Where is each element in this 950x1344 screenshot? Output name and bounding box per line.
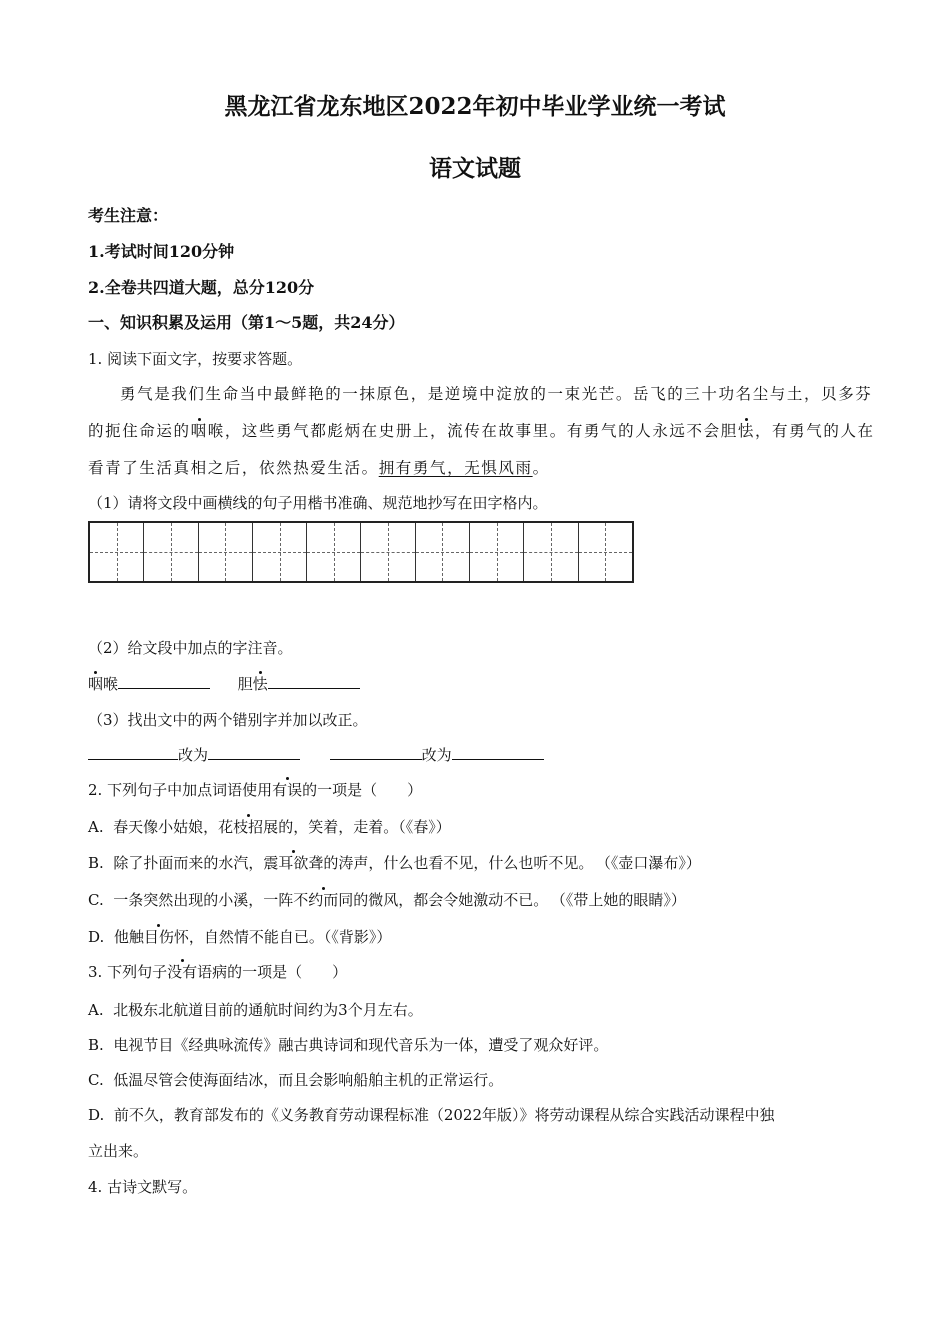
option-text: 春天像小姑娘， bbox=[113, 818, 219, 836]
question-1-sub-2: （2）给文段中加点的字注音。 bbox=[88, 639, 293, 657]
answer-blank[interactable] bbox=[88, 745, 178, 760]
option-3b[interactable] bbox=[88, 1035, 608, 1055]
answer-blank[interactable] bbox=[452, 745, 544, 760]
dotted-char: 咽 bbox=[190, 422, 208, 440]
option-label: A. bbox=[88, 1001, 104, 1019]
option-text: 他 bbox=[113, 928, 129, 946]
option-3d-continued: 立出来。 bbox=[88, 1142, 149, 1160]
option-label: A. bbox=[88, 818, 104, 836]
grid-cell[interactable] bbox=[579, 523, 632, 581]
passage-line-2 bbox=[88, 421, 875, 441]
passage-text: 的扼住命运的 bbox=[88, 422, 191, 440]
exam-subtitle: 语文试题 bbox=[429, 155, 521, 182]
passage-text: 喉，这些勇气都彪炳在史册上，流传在故事里。有勇气的人永远不会胆 bbox=[207, 422, 738, 440]
option-source: （《带上她的眼睛》） bbox=[558, 891, 686, 909]
option-2c[interactable] bbox=[88, 890, 686, 910]
option-2d[interactable] bbox=[88, 927, 391, 947]
option-source: （《春》） bbox=[398, 818, 451, 836]
passage-text: 看青了生活真相之后，依然热爱生活。 bbox=[88, 459, 379, 477]
pinyin-answers bbox=[88, 674, 360, 694]
dotted-char: 咽 bbox=[88, 675, 104, 693]
option-text: ，自然情不能自已。 bbox=[188, 928, 324, 946]
option-source: （《背影》） bbox=[323, 928, 392, 946]
option-text: 一条突然出现的小溪，一阵 bbox=[113, 891, 294, 909]
dotted-word: 不约而同 bbox=[293, 891, 354, 909]
option-source: （《壶口瀑布》） bbox=[603, 854, 701, 872]
grid-cell[interactable] bbox=[253, 523, 307, 581]
question-3-stem bbox=[88, 962, 347, 982]
dotted-char: 怯 bbox=[737, 422, 755, 440]
notice-item-1: 1.考试时间120分钟 bbox=[88, 242, 235, 261]
question-1-stem: 1. 阅读下面文字，按要求答题。 bbox=[88, 350, 303, 368]
grid-cell[interactable] bbox=[144, 523, 198, 581]
question-4-stem: 4. 古诗文默写。 bbox=[88, 1178, 198, 1196]
grid-cell[interactable] bbox=[307, 523, 361, 581]
option-label: B. bbox=[88, 1036, 104, 1054]
dotted-word: 触目伤怀 bbox=[128, 928, 189, 946]
option-text: 前不久，教育部发布的《义务教育劳动课程标准（2022年版）》将劳动课程从综合实践活动课程中独 bbox=[113, 1106, 775, 1124]
dotted-word: 震耳欲聋 bbox=[263, 854, 324, 872]
section-heading: 一、知识积累及运用（第1～5题，共24分） bbox=[88, 313, 405, 332]
option-text: 除了扑面而来的水汽， bbox=[113, 854, 264, 872]
dotted-word: 花枝招展 bbox=[218, 818, 279, 836]
option-text: 的涛声，什么也看不见，什么也听不见。 bbox=[323, 854, 594, 872]
option-3d[interactable] bbox=[88, 1105, 775, 1125]
answer-blank[interactable] bbox=[268, 674, 360, 689]
answer-blank[interactable] bbox=[330, 745, 422, 760]
tianzige-grid[interactable] bbox=[88, 521, 634, 583]
grid-cell[interactable] bbox=[524, 523, 578, 581]
correction-answers bbox=[88, 745, 544, 765]
option-3a[interactable] bbox=[88, 1000, 423, 1020]
change-label: 改为 bbox=[421, 746, 452, 764]
grid-cell[interactable] bbox=[470, 523, 524, 581]
option-text: 的，笑着，走着。 bbox=[278, 818, 399, 836]
option-label: D. bbox=[88, 928, 105, 946]
change-label: 改为 bbox=[178, 746, 209, 764]
grid-cell[interactable] bbox=[361, 523, 415, 581]
answer-blank[interactable] bbox=[118, 674, 210, 689]
question-1-sub-3: （3）找出文中的两个错别字并加以改正。 bbox=[88, 711, 368, 729]
option-label: B. bbox=[88, 854, 104, 872]
option-3c[interactable] bbox=[88, 1070, 503, 1090]
underlined-sentence: 拥有勇气，无惧风雨 bbox=[378, 459, 533, 477]
stem-text: 语病的一项是（ ） bbox=[197, 963, 348, 981]
passage-line-1: 勇气是我们生命当中最鲜艳的一抹原色，是逆境中淀放的一束光芒。岳飞的三十功名尘与土，贝多芬 bbox=[120, 385, 873, 403]
stem-text: 3. 下列句子 bbox=[88, 963, 168, 981]
option-label: C. bbox=[88, 891, 104, 909]
option-label: C. bbox=[88, 1071, 104, 1089]
option-2a[interactable] bbox=[88, 817, 451, 837]
word: 胆 bbox=[237, 675, 253, 693]
option-text: 电视节目《经典咏流传》融古典诗词和现代音乐为一体，遭受了观众好评。 bbox=[113, 1036, 609, 1054]
dotted-char: 怯 bbox=[252, 675, 268, 693]
notice-item-2: 2.全卷共四道大题，总分120分 bbox=[88, 278, 315, 297]
dotted-word: 有误 bbox=[272, 781, 303, 799]
word: 喉 bbox=[103, 675, 119, 693]
option-text: 北极东北航道目前的通航时间约为3个月左右。 bbox=[113, 1001, 423, 1019]
passage-text: ，有勇气的人在 bbox=[754, 422, 875, 440]
stem-text: 2. 下列句子中加点词语使用 bbox=[88, 781, 273, 799]
grid-cell[interactable] bbox=[90, 523, 144, 581]
question-1-sub-1: （1）请将文段中画横线的句子用楷书准确、规范地抄写在田字格内。 bbox=[88, 494, 548, 512]
option-label: D. bbox=[88, 1106, 105, 1124]
grid-cell[interactable] bbox=[416, 523, 470, 581]
answer-blank[interactable] bbox=[208, 745, 300, 760]
option-text: 低温尽管会使海面结冰，而且会影响船舶主机的正常运行。 bbox=[113, 1071, 504, 1089]
exam-title: 黑龙江省龙东地区2022年初中毕业学业统一考试 bbox=[224, 93, 726, 120]
stem-text: 的一项是（ ） bbox=[302, 781, 423, 799]
question-2-stem bbox=[88, 780, 422, 800]
passage-text: 。 bbox=[532, 459, 550, 477]
notice-heading: 考生注意： bbox=[88, 206, 169, 225]
option-2b[interactable] bbox=[88, 853, 701, 873]
passage-line-3 bbox=[88, 458, 550, 478]
dotted-word: 没有 bbox=[167, 963, 198, 981]
grid-cell[interactable] bbox=[199, 523, 253, 581]
option-text: 的微风，都会令她激动不已。 bbox=[353, 891, 549, 909]
